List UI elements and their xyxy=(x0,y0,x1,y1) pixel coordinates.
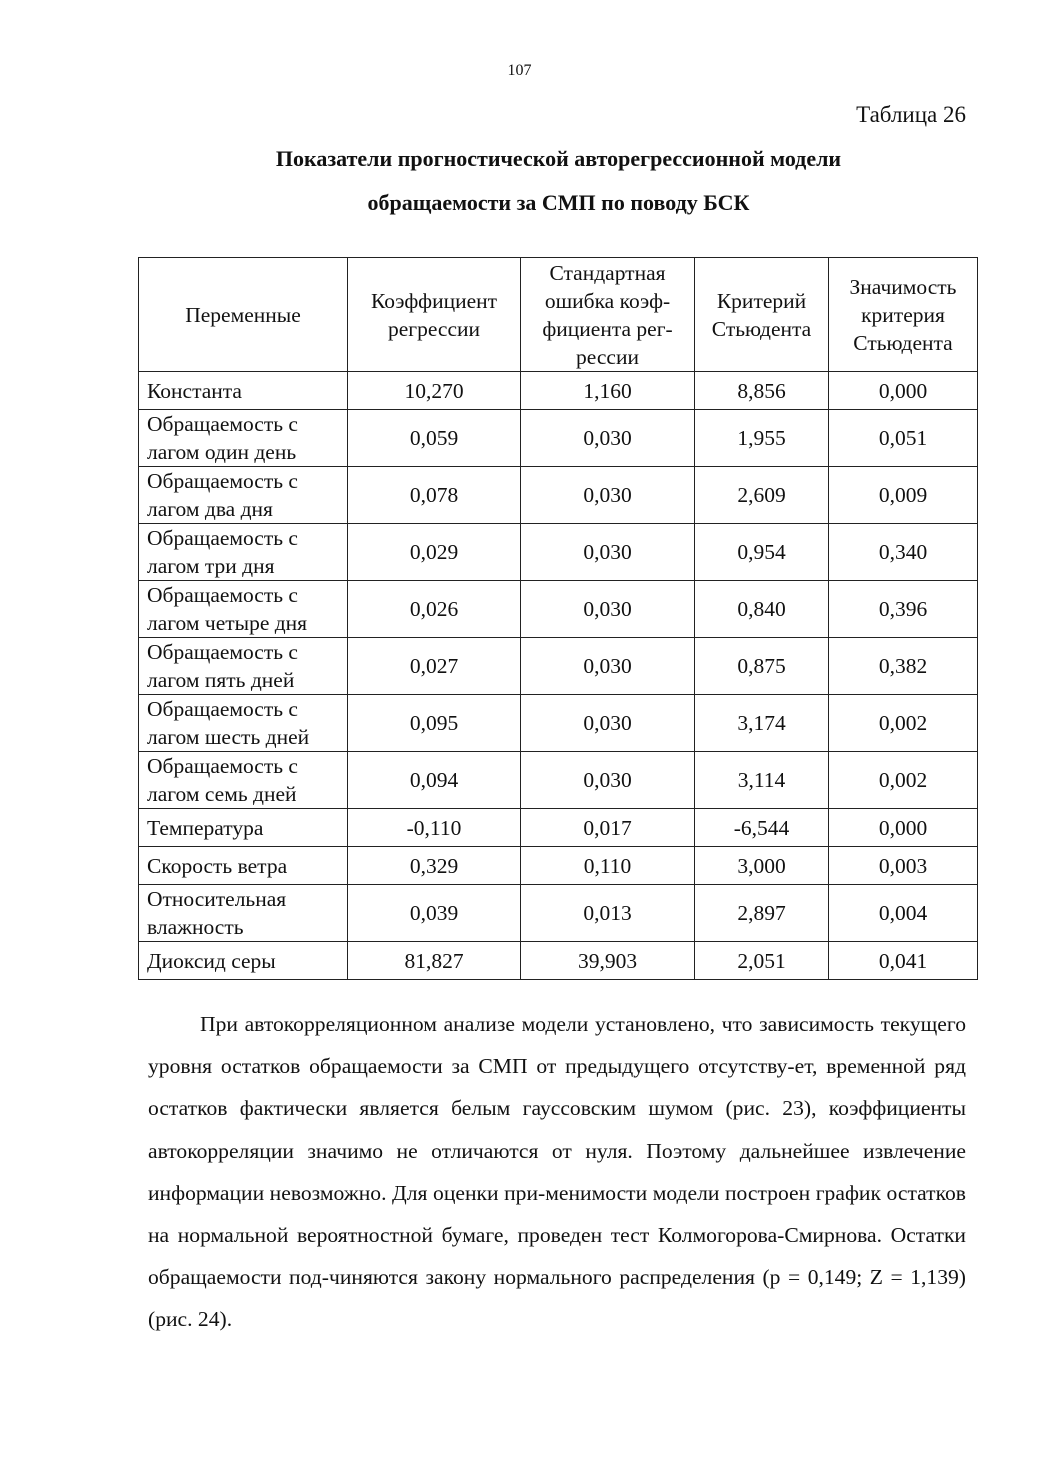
cell-variable: Обращаемость с лагом три дня xyxy=(139,524,348,581)
cell-variable: Константа xyxy=(139,372,348,410)
cell-t: 1,955 xyxy=(695,410,829,467)
cell-variable: Обращаемость с лагом два дня xyxy=(139,467,348,524)
cell-variable: Диоксид серы xyxy=(139,942,348,980)
header-t-criterion: Критерий Стьюдента xyxy=(695,258,829,372)
cell-se: 0,030 xyxy=(521,695,695,752)
header-std-error: Стандартная ошибка коэф-фициента рег-рессии xyxy=(521,258,695,372)
table-title-line-1: Показатели прогностической авторегрессионной модели xyxy=(275,146,842,171)
cell-coef: 81,827 xyxy=(348,942,521,980)
cell-sig: 0,002 xyxy=(829,695,978,752)
cell-variable: Скорость ветра xyxy=(139,847,348,885)
header-significance: Значимость критерия Стьюдента xyxy=(829,258,978,372)
table-row xyxy=(139,524,978,581)
cell-se: 0,030 xyxy=(521,467,695,524)
cell-sig: 0,382 xyxy=(829,638,978,695)
cell-sig: 0,051 xyxy=(829,410,978,467)
table-row xyxy=(139,467,978,524)
cell-sig: 0,340 xyxy=(829,524,978,581)
cell-se: 0,030 xyxy=(521,752,695,809)
table-row xyxy=(139,942,978,980)
cell-coef: 0,029 xyxy=(348,524,521,581)
cell-se: 0,030 xyxy=(521,524,695,581)
header-variables: Переменные xyxy=(139,258,348,372)
table-row xyxy=(139,410,978,467)
cell-sig: 0,396 xyxy=(829,581,978,638)
cell-coef: 10,270 xyxy=(348,372,521,410)
cell-t: 0,840 xyxy=(695,581,829,638)
cell-variable: Относительная влажность xyxy=(139,885,348,942)
table-row xyxy=(139,847,978,885)
cell-coef: 0,026 xyxy=(348,581,521,638)
cell-t: 2,897 xyxy=(695,885,829,942)
cell-variable: Обращаемость с лагом четыре дня xyxy=(139,581,348,638)
cell-coef: 0,059 xyxy=(348,410,521,467)
cell-variable: Температура xyxy=(139,809,348,847)
cell-t: 3,000 xyxy=(695,847,829,885)
table-row xyxy=(139,695,978,752)
cell-sig: 0,000 xyxy=(829,809,978,847)
cell-t: 8,856 xyxy=(695,372,829,410)
cell-sig: 0,000 xyxy=(829,372,978,410)
cell-coef: 0,094 xyxy=(348,752,521,809)
cell-t: 3,174 xyxy=(695,695,829,752)
cell-sig: 0,041 xyxy=(829,942,978,980)
cell-se: 39,903 xyxy=(521,942,695,980)
cell-variable: Обращаемость с лагом один день xyxy=(139,410,348,467)
table-row xyxy=(139,752,978,809)
table-header-row xyxy=(139,258,978,372)
cell-coef: 0,027 xyxy=(348,638,521,695)
cell-t: 0,875 xyxy=(695,638,829,695)
cell-se: 0,030 xyxy=(521,410,695,467)
cell-t: -6,544 xyxy=(695,809,829,847)
cell-sig: 0,003 xyxy=(829,847,978,885)
cell-sig: 0,004 xyxy=(829,885,978,942)
cell-coef: 0,039 xyxy=(348,885,521,942)
cell-se: 0,110 xyxy=(521,847,695,885)
cell-se: 0,017 xyxy=(521,809,695,847)
cell-se: 0,030 xyxy=(521,638,695,695)
table-row xyxy=(139,638,978,695)
table-label: Таблица 26 xyxy=(856,102,966,127)
cell-coef: -0,110 xyxy=(348,809,521,847)
cell-coef: 0,078 xyxy=(348,467,521,524)
cell-t: 0,954 xyxy=(695,524,829,581)
cell-coef: 0,329 xyxy=(348,847,521,885)
header-coefficient: Коэффициент регрессии xyxy=(348,258,521,372)
cell-se: 0,030 xyxy=(521,581,695,638)
table-row xyxy=(139,809,978,847)
table-row xyxy=(139,885,978,942)
cell-sig: 0,009 xyxy=(829,467,978,524)
body-paragraph: При автокорреляционном анализе модели установлено, что зависимость текущего уровня остатков обращаемости за СМП от предыдущего отсутству-ет, временной ряд остатков фактически является белым гауссовским шумом (рис. 23), коэффициенты автокорреляции значимо не отличаются от нуля. Поэтому дальнейшее извлечение информации невозможно. Для оценки при-менимости модели построен график остатков на нормальной вероятностной бумаге, проведен тест Колмогорова-Смирнова. Остатки обращаемости под-чиняются закону нормального распределения (p = 0,149; Z = 1,139) (рис. 24). xyxy=(148,1012,966,1332)
table-title-line-2: обращаемости за СМП по поводу БСК xyxy=(367,190,750,215)
cell-sig: 0,002 xyxy=(829,752,978,809)
cell-se: 0,013 xyxy=(521,885,695,942)
cell-t: 2,051 xyxy=(695,942,829,980)
cell-variable: Обращаемость с лагом шесть дней xyxy=(139,695,348,752)
regression-table xyxy=(138,257,978,980)
cell-coef: 0,095 xyxy=(348,695,521,752)
cell-t: 3,114 xyxy=(695,752,829,809)
table-row xyxy=(139,581,978,638)
cell-t: 2,609 xyxy=(695,467,829,524)
cell-variable: Обращаемость с лагом пять дней xyxy=(139,638,348,695)
cell-se: 1,160 xyxy=(521,372,695,410)
cell-variable: Обращаемость с лагом семь дней xyxy=(139,752,348,809)
page-number: 107 xyxy=(507,62,532,79)
table-row xyxy=(139,372,978,410)
